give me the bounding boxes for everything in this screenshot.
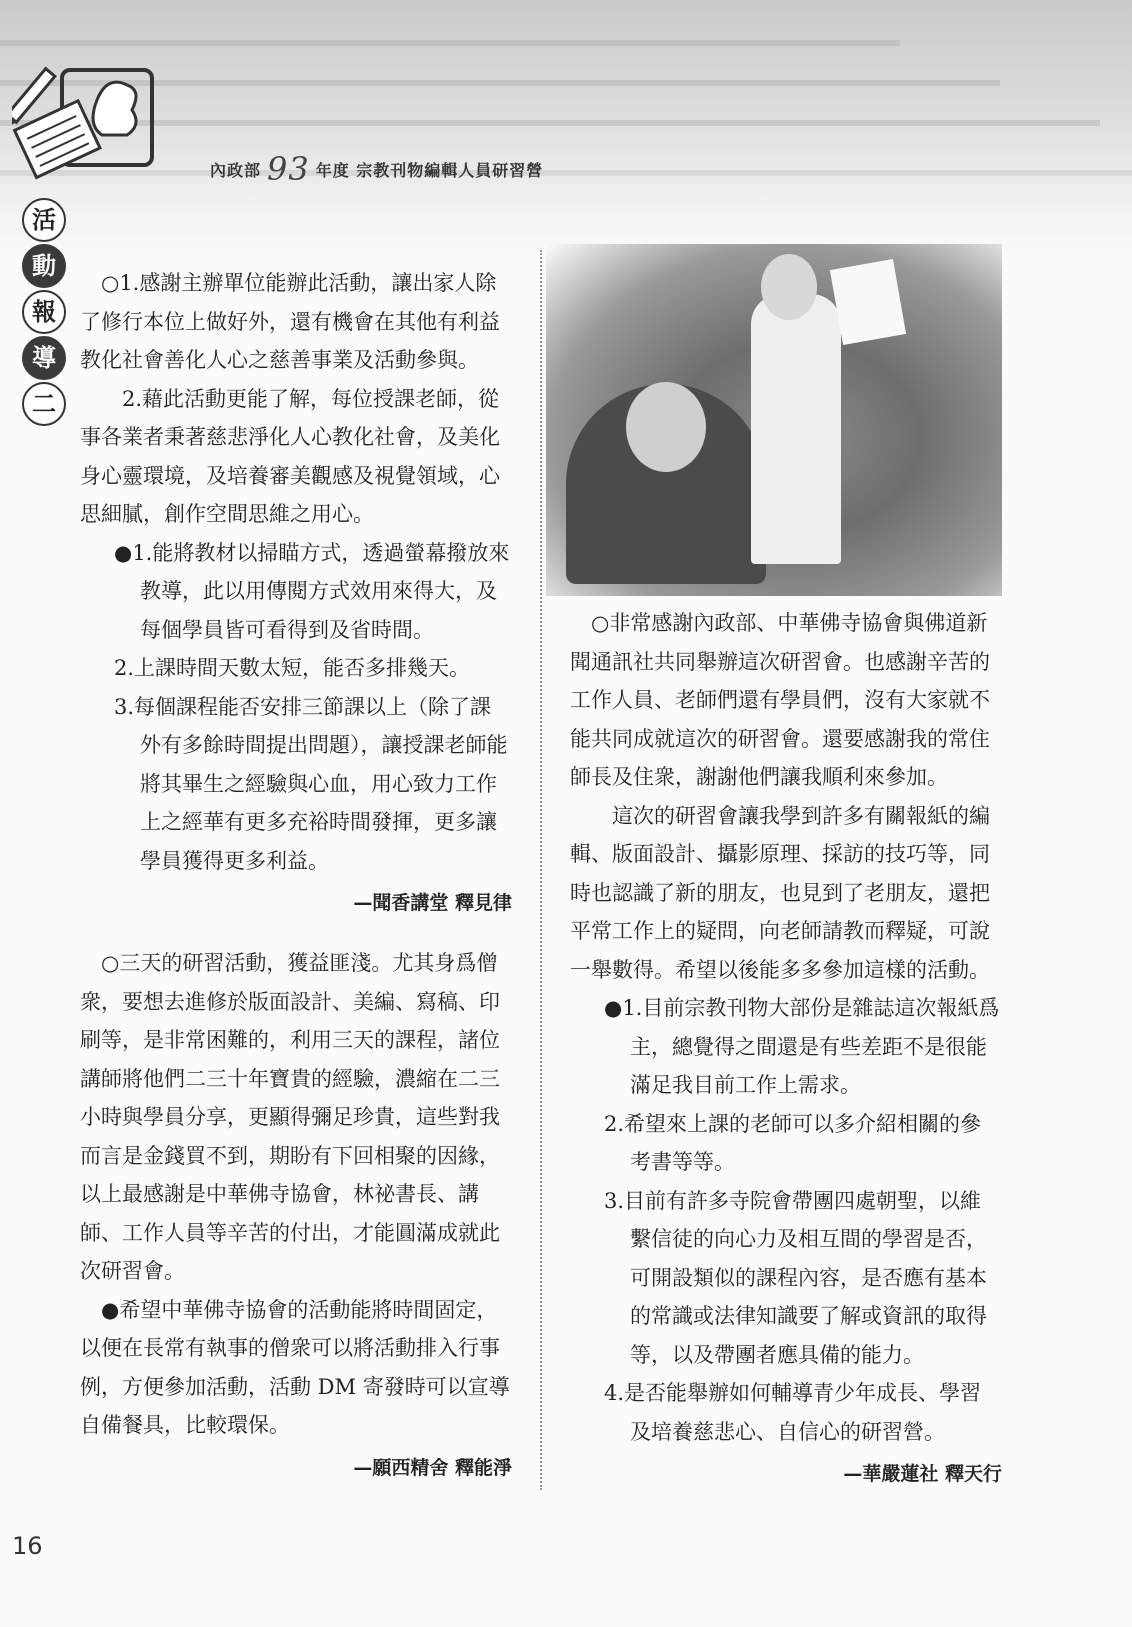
- list-item: 2.上課時間天數太短，能否多排幾天。: [114, 656, 471, 680]
- side-tag: 活: [22, 198, 66, 242]
- paragraph: 2.藉此活動更能了解，每位授課老師，從事各業者秉著慈悲淨化人心教化社會，及美化身心靈環境，及培養審美觀感及視覺領域，心思細膩，創作空間思維之用心。: [80, 386, 500, 526]
- photo-figure-head: [761, 254, 817, 320]
- side-tag: 動: [22, 244, 66, 288]
- paragraph: ●希望中華佛寺協會的活動能將時間固定，以便在長常有執事的僧衆可以將活動排入行事例，方便參加活動，活動 DM 寄發時可以宣導自備餐具，比較環保。: [80, 1297, 510, 1437]
- seat-row-decoration: [0, 40, 900, 46]
- list-item: 4.是否能舉辦如何輔導青少年成長、學習及培養慈悲心、自信心的研習營。: [604, 1381, 982, 1444]
- pencil-notepad-icon: [12, 60, 162, 180]
- event-photo: [546, 244, 1002, 596]
- author-signature: —聞香講堂 釋見律: [353, 892, 512, 914]
- left-column-section1: [80, 264, 512, 923]
- list-item: 3.目前有許多寺院會帶團四處朝聖，以維繫信徒的向心力及相互間的學習是否，可開設類似的課程內容，是否應有基本的常識或法律知識要了解或資訊的取得等，以及帶團者應具備的能力。: [604, 1188, 987, 1367]
- author-signature: —願西精舍 釋能淨: [353, 1456, 512, 1479]
- paragraph: 這次的研習會讓我學到許多有關報紙的編輯、版面設計、攝影原理、採訪的技巧等，同時也認識了新的朋友，也見到了老朋友，還把平常工作上的疑問，向老師請教而釋疑，可說一舉數得。希望以後能多多參加這樣的活動。: [570, 803, 990, 982]
- header-title: [210, 150, 543, 188]
- header-title-year: 93: [267, 150, 310, 188]
- paragraph: ○三天的研習活動，獲益匪淺。尤其身爲僧衆，要想去進修於版面設計、美編、寫稿、印刷等，是非常困難的，利用三天的課程，諸位講師將他們二三十年寶貴的經驗，濃縮在二三小時與學員分享，更顯得彌足珍貴，這些對我而言是金錢買不到，期盼有下回相聚的因緣，以上最感謝是中華佛寺協會，林祕書長、講師、工作人員等辛苦的付出，才能圓滿成就此次研習會。: [80, 951, 500, 1283]
- left-column-section2: [80, 944, 512, 1487]
- column-divider: [540, 250, 542, 1490]
- seat-row-decoration: [0, 120, 1100, 126]
- header-title-before: 內政部: [210, 161, 262, 180]
- photo-figure-head: [626, 382, 706, 472]
- paragraph: ○非常感謝內政部、中華佛寺協會與佛道新聞通訊社共同舉辦這次研習會。也感謝辛苦的工作人員、老師們還有學員們，沒有大家就不能共同成就這次的研習會。還要感謝我的常住師長及住衆，謝謝他們讓我順利來參加。: [570, 611, 990, 789]
- photo-figure-speaker: [751, 294, 841, 564]
- seat-row-decoration: [0, 170, 1132, 176]
- bullet-item: ●1.目前宗教刊物大部份是雜誌這次報紙爲主，總覺得之間還是有些差距不是很能滿足我目前工作上需求。: [604, 996, 1000, 1097]
- photo-newspaper: [830, 259, 906, 345]
- right-column: [570, 604, 1002, 1494]
- side-tag: 報: [22, 290, 66, 334]
- header-photo-banner: [0, 0, 1132, 260]
- side-tag: 導: [22, 336, 66, 380]
- list-item: 2.希望來上課的老師可以多介紹相關的參考書等等。: [604, 1111, 982, 1174]
- bullet-item: ●1.能將教材以掃瞄方式，透過螢幕撥放來教導，此以用傳閱方式效用來得大，及每個學員皆可看得到及省時間。: [114, 540, 510, 642]
- page-number: 16: [12, 1532, 43, 1560]
- side-tag: 二: [22, 382, 66, 426]
- author-signature: —華嚴蓮社 釋天行: [843, 1463, 1002, 1485]
- list-item: 3.每個課程能否安排三節課以上（除了課外有多餘時間提出問題），讓授課老師能將其畢生之經驗與心血，用心致力工作上之經華有更多充裕時間發揮，更多讓學員獲得更多利益。: [114, 694, 508, 873]
- paragraph: ○1.感謝主辦單位能辦此活動，讓出家人除了修行本位上做好外，還有機會在其他有利益教化社會善化人心之慈善事業及活動參與。: [80, 271, 500, 372]
- header-title-after: 年度 宗教刊物編輯人員研習營: [315, 161, 544, 180]
